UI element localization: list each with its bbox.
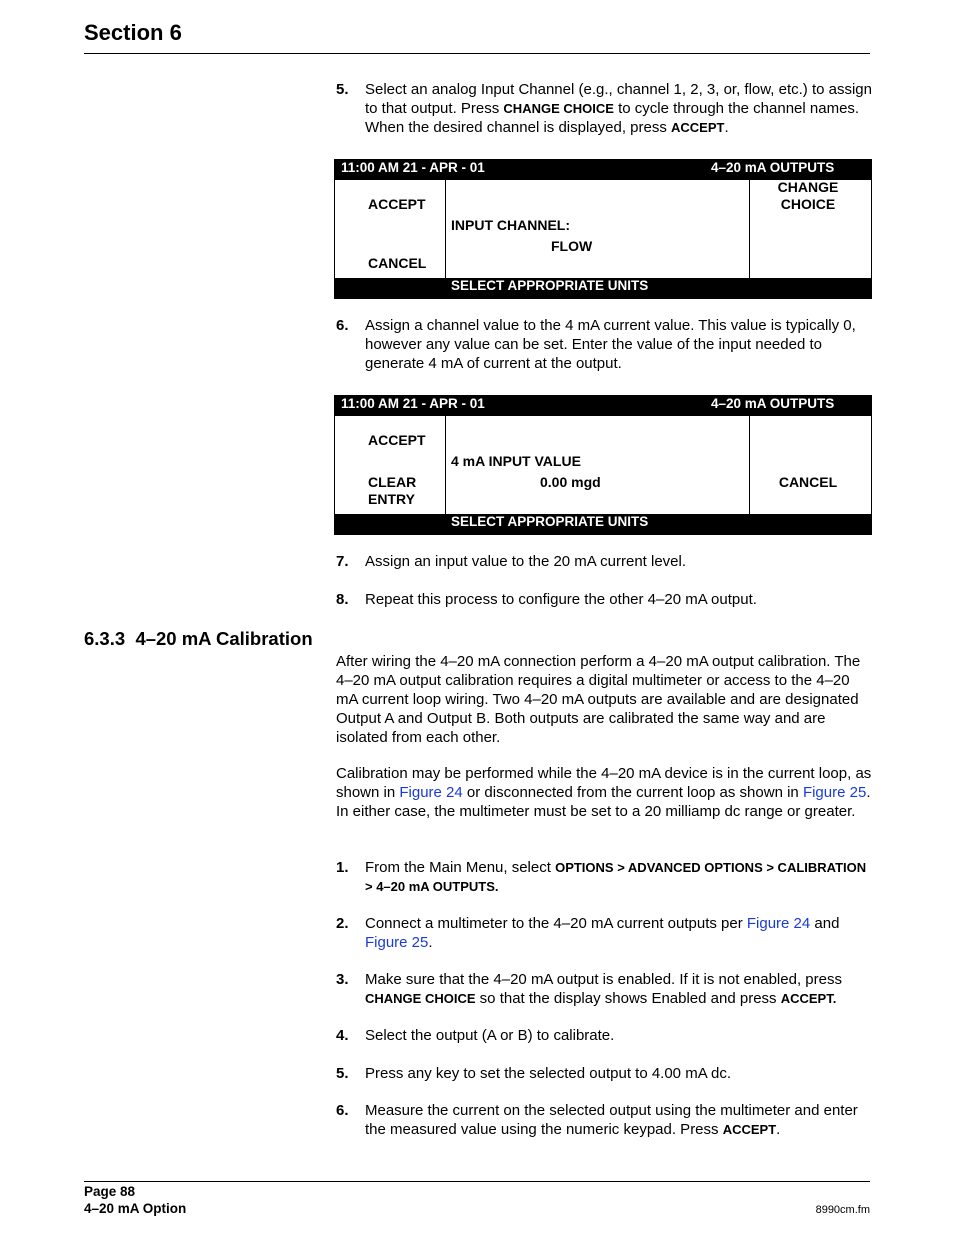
screen-divider-right [749, 416, 750, 515]
screen-status-bar [335, 160, 871, 180]
step-number: 2. [336, 915, 349, 932]
step-number: 5. [336, 81, 349, 98]
softkey-change-choice[interactable]: CHANGE CHOICE [777, 179, 839, 212]
step-number: 3. [336, 971, 349, 988]
field-label: 4 mA INPUT VALUE [451, 453, 581, 469]
cal-step-5 [336, 1064, 872, 1083]
softkey-accept[interactable]: ACCEPT [368, 196, 426, 212]
step-text: Assign an input value to the 20 mA current level. [365, 553, 687, 570]
screen-divider-left [445, 180, 446, 279]
field-value: FLOW [551, 238, 593, 254]
link-figure-24[interactable]: Figure 24 [399, 784, 463, 801]
screen-footer-text: SELECT APPROPRIATE UNITS [451, 514, 649, 529]
footer-page-number: Page 88 [84, 1184, 136, 1199]
softkey-accept[interactable]: ACCEPT [368, 432, 426, 448]
cal-step-1 [336, 858, 872, 896]
footer-filename: 8990cm.fm [815, 1204, 870, 1216]
display-screen-4ma-input [334, 395, 872, 535]
footer-rule [84, 1181, 870, 1182]
cal-step-3 [336, 970, 872, 1008]
link-figure-25[interactable]: Figure 25 [802, 784, 867, 801]
step-7 [336, 552, 872, 571]
step-number: 8. [336, 591, 349, 608]
softkey-cancel[interactable]: CANCEL [368, 255, 427, 271]
screen-footer-bar [335, 514, 871, 534]
link-figure-24[interactable]: Figure 24 [746, 915, 811, 932]
key-accept: ACCEPT [671, 120, 725, 135]
subsection-number: 6.3.3 [84, 628, 126, 649]
softkey-clear-entry[interactable]: CLEAR ENTRY [368, 474, 417, 507]
section-title: Section 6 [84, 20, 182, 45]
key-accept: ACCEPT. [780, 991, 837, 1006]
cal-step-2 [336, 914, 872, 952]
softkey-cancel[interactable]: CANCEL [778, 474, 838, 490]
step-5 [336, 80, 872, 137]
step-text: Press any key to set the selected output to 4.00 mA dc. [365, 1065, 732, 1082]
screen-mode: 4–20 mA OUTPUTS [711, 396, 835, 411]
screen-footer-text: SELECT APPROPRIATE UNITS [451, 278, 649, 293]
step-text: Measure the current on the selected output using the multimeter and enter the measured value using the numeric keypad. Press ACCEPT. [365, 1102, 858, 1138]
field-label: INPUT CHANNEL: [451, 217, 570, 233]
key-change-choice: CHANGE CHOICE [365, 991, 476, 1006]
step-text: From the Main Menu, select OPTIONS > ADVANCED OPTIONS > CALIBRATION > 4–20 mA OUTPUTS. [365, 859, 867, 894]
subsection-heading [84, 628, 313, 650]
subsection-title: 4–20 mA Calibration [135, 628, 313, 649]
step-number: 7. [336, 553, 349, 570]
step-text: Select the output (A or B) to calibrate. [365, 1027, 615, 1044]
step-number: 1. [336, 859, 349, 876]
link-figure-25[interactable]: Figure 25 [365, 934, 429, 951]
screen-footer-bar [335, 278, 871, 298]
step-number: 6. [336, 317, 349, 334]
screen-status-bar [335, 396, 871, 416]
calibration-paragraph-1: After wiring the 4–20 mA connection perform a 4–20 mA output calibration. The 4–20 mA output calibration requires a digital multimeter or access to the 4–20 mA current loop wiring. Two 4–20 mA outputs are available and are designated Output A and Output B. Both outputs are calibrated the same way and are isolated from each other. [336, 653, 861, 746]
step-6 [336, 316, 872, 373]
step-text: Repeat this process to configure the other 4–20 mA output. [365, 591, 757, 608]
menu-path: OPTIONS > ADVANCED OPTIONS > CALIBRATION > 4–20 mA OUTPUTS. [365, 860, 867, 894]
display-screen-input-channel [334, 159, 872, 299]
step-text: Connect a multimeter to the 4–20 mA current outputs per Figure 24 and Figure 25. [365, 915, 840, 951]
screen-mode: 4–20 mA OUTPUTS [711, 160, 835, 175]
step-text: Select an analog Input Channel (e.g., channel 1, 2, 3, or, flow, etc.) to assign to that output. Press CHANGE CHOICE to cycle through the channel names. When the desired channel is displayed, press ACCEPT. [365, 81, 872, 136]
step-number: 5. [336, 1065, 349, 1082]
step-number: 4. [336, 1027, 349, 1044]
key-accept: ACCEPT [722, 1122, 777, 1137]
step-text: Make sure that the 4–20 mA output is enabled. If it is not enabled, press CHANGE CHOICE so that the display shows Enabled and press ACCEPT. [365, 971, 842, 1007]
cal-step-6 [336, 1101, 872, 1139]
footer-chapter: 4–20 mA Option [84, 1201, 187, 1216]
step-text: Assign a channel value to the 4 mA current value. This value is typically 0, however any value can be set. Enter the value of the input needed to generate 4 mA of current at the output. [365, 317, 856, 372]
step-8 [336, 590, 872, 609]
calibration-paragraph-2: Calibration may be performed while the 4–20 mA device is in the current loop, as shown in Figure 24 or disconnected from the current loop as shown in Figure 25. In either case, the multimeter must be set to a 20 milliamp dc range or greater. [336, 765, 872, 820]
screen-timestamp: 11:00 AM 21 - APR - 01 [341, 160, 485, 175]
key-change-choice: CHANGE CHOICE [503, 101, 614, 116]
header-rule [84, 53, 870, 54]
step-number: 6. [336, 1102, 349, 1119]
field-value: 0.00 mgd [540, 474, 601, 490]
screen-divider-left [445, 416, 446, 515]
cal-step-4 [336, 1026, 872, 1045]
screen-timestamp: 11:00 AM 21 - APR - 01 [341, 396, 485, 411]
